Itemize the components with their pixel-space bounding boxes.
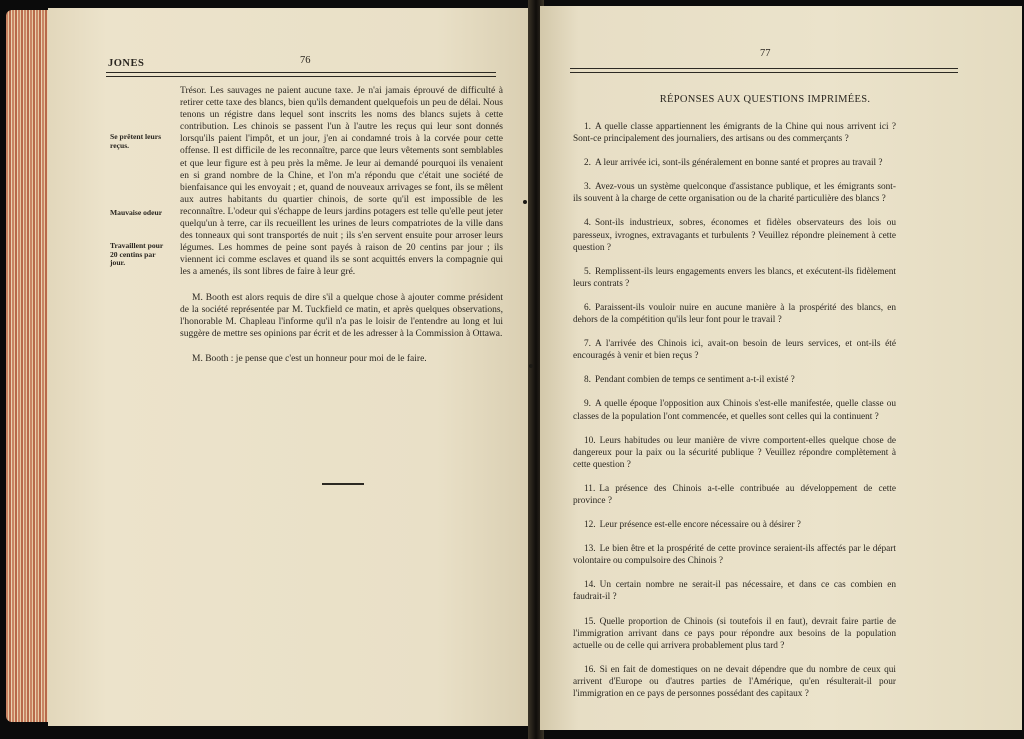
question-number: 3. [584,182,591,193]
question-item [573,374,896,386]
question-item [573,519,896,531]
question-item [573,398,896,422]
question-number: 8. [584,375,591,386]
question-item [573,217,896,253]
questions-list [573,121,896,712]
left-body [180,85,503,378]
question-text: A leur arrivée ici, sont-ils généralement en bonne santé et propres au travail ? [594,158,883,169]
question-item [573,435,896,471]
question-item [573,579,896,603]
question-text: Si en fait de domestiques on ne devait dépendre que du nombre de ceux qui arrivent d'Europe ou d'autres parties de l'Amérique, qu'en résulterait-il pour l'immigration en ce pays de personnes possédant des capitaux ? [573,664,896,699]
right-header-rule [570,68,958,69]
left-header-rule-2 [106,76,496,77]
question-item [573,616,896,652]
question-text: La présence des Chinois a-t-elle contribuée au développement de cette province ? [573,483,896,506]
binding-stitch [523,200,527,204]
booth-reply-paragraph: M. Booth : je pense que c'est un honneur pour moi de le faire. [192,353,427,364]
question-number: 7. [584,339,591,350]
question-text: A l'arrivée des Chinois ici, avait-on besoin de leurs services, et ont-ils été encouragés à venir et bien reçus ? [573,339,896,362]
question-number: 13. [584,544,596,555]
question-number: 12. [584,520,596,531]
right-header-rule-2 [570,72,958,73]
question-item [573,121,896,145]
question-text: Le bien être et la prospérité de cette province seraient-ils affectés par le départ volontaire ou compulsoire des Chinois ? [573,544,896,567]
running-head-name: JONES [108,58,145,69]
end-rule [322,483,364,485]
questions-title: RÉPONSES AUX QUESTIONS IMPRIMÉES. [659,94,871,105]
question-item [573,266,896,290]
binding-stitch [529,364,533,368]
question-text: Avez-vous un système quelconque d'assistance publique, et les émigrants sont-ils souvent à la charge de cette organisation ou de la charité particulière des blancs ? [573,182,896,205]
question-text: Quelle proportion de Chinois (si toutefois il en faut), devrait faire partie de l'immigration arrivant dans ce pays pour répondre aux besoins de la population actuelle ou de celle qui arrivera probablement plus tard ? [573,616,896,651]
question-item [573,181,896,205]
margin-note-odor: Mauvaise odeur [110,208,163,217]
question-number: 15. [584,616,596,627]
left-page-number: 76 [300,55,311,66]
left-header-rule [106,72,496,73]
question-text: Leur présence est-elle encore nécessaire ou à désirer ? [599,520,801,531]
question-number: 4. [584,218,591,229]
question-number: 14. [584,580,596,591]
question-text: Paraissent-ils vouloir nuire en aucune manière à la prospérité des blancs, en dehors de la compétition qu'ils leur font pour le travail ? [573,302,896,326]
testimony-paragraph: Trésor. Les sauvages ne paient aucune taxe. Je n'ai jamais éprouvé de difficulté à retirer cette taxe des blancs, bien qu'ils demandent quelquefois un peu de délai. Nous tenons un régistre dans lequel sont inscrits les noms des blancs sujets à cette contribution. Les chinois se passent l'un à l'autre les reçus qui leur sont donnés lorsqu'ils paient l'impôt, et un jour, j'en ai condamné trois à la corvée pour cette offense. Il est difficile de les reconnaître, parce que leurs vêtements sont semblables et que leur figure est à peu près la même. Je leur ai demandé pourquoi ils venaient en si grand nombre de la Chine, et l'on m'a répondu que c'était une société de bienfaisance qui les envoyait ; et, quand de nouveaux arrivages se font, ils se mêlent aux autres habitants du quartier chinois, de sorte qu'il est impossible de les reconnaître. L'odeur qui s'échappe de leurs jardins potagers est telle qu'elle peut jeter quelqu'un à terre, car ils recueillent les urines de leurs compatriotes de la ville dans des tonneaux qui sont transportés de nuit ; ils s'en servent ensuite pour arroser leurs légumes. Les hommes de peine sont payés à raison de 20 centins par jour ; ils viennent ici comme esclaves et quand ils se sont acquittés envers la compagnie qui les a amenés, ils sont libres de faire à leur gré. [180,86,503,278]
question-number: 16. [584,664,596,675]
margin-note-receipts: Se prêtent leurs reçus. [110,132,162,150]
question-number: 1. [584,122,591,132]
question-item [573,157,896,169]
question-number: 5. [584,266,591,277]
question-text: A quelle époque l'opposition aux Chinois s'est-elle manifestée, quelle classe ou classes de la population l'ont commencée, et quelles sont celles qui la continuent ? [573,399,896,422]
question-text: Remplissent-ils leurs engagements envers les blancs, et exécutent-ils fidèlement leurs contrats ? [573,266,896,289]
right-page-number: 77 [760,48,771,59]
question-item [573,483,896,507]
margin-note-wages: Travaillent pour 20 centins par jour. [110,241,164,268]
question-item [573,338,896,362]
question-number: 9. [584,399,591,410]
question-text: A quelle classe appartiennent les émigrants de la Chine qui nous arrivent ici ? Sont-ce principalement des journaliers, des artisans ou des commerçants ? [573,122,896,145]
booth-request-paragraph: M. Booth est alors requis de dire s'il a quelque chose à ajouter comme président de la société représentée par M. Tuckfield ce matin, et après quelques observations, l'honorable M. Chapleau l'informe qu'il n'a pas le loisir de l'entendre au long et lui suggère de mettre ses opinions par écrit et de les adresser à la Commission à Ottawa. [180,292,503,339]
question-number: 11. [584,483,596,494]
question-number: 6. [584,302,591,313]
question-text: Sont-ils industrieux, sobres, économes et fidèles observateurs des lois ou paresseux, ivrognes, extravagants et turbulents ? Veuillez répondre pleinement à cette question ? [573,218,896,253]
question-number: 2. [584,158,591,169]
question-item [573,664,896,700]
question-item [573,543,896,567]
question-text: Pendant combien de temps ce sentiment a-t-il existé ? [594,375,795,386]
question-text: Un certain nombre ne serait-il pas nécessaire, et dans ce cas combien en faudrait-il ? [573,580,896,603]
question-item [573,302,896,326]
question-number: 10. [584,435,596,446]
question-text: Leurs habitudes ou leur manière de vivre comportent-elles quelque chose de dangereux pour la paix ou la sécurité publique ? Veuillez répondre complètement à cette question ? [573,435,896,470]
